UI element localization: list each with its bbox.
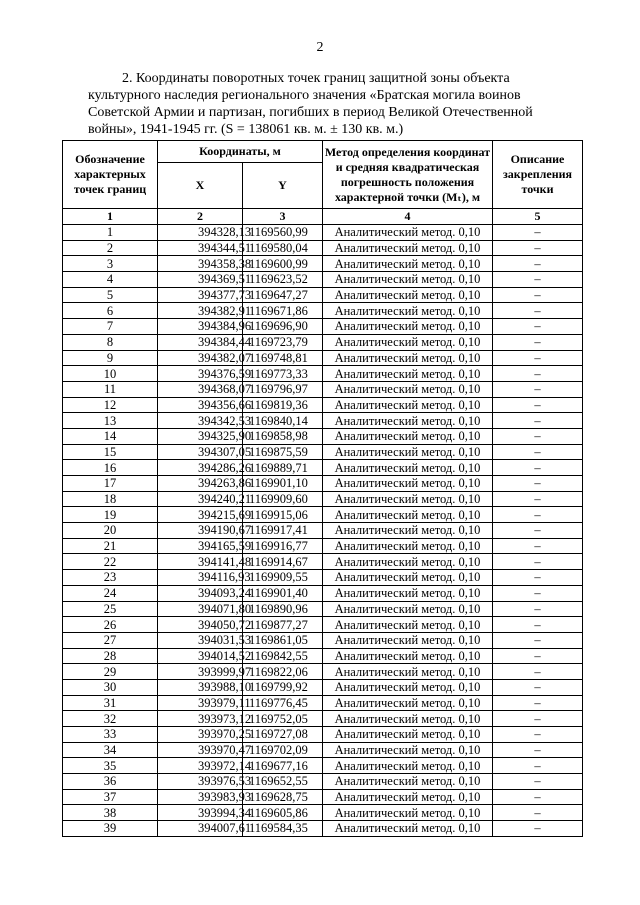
y-coordinate: 1169600,99	[243, 256, 323, 272]
x-coordinate: 394141,48	[158, 554, 243, 570]
method-cell: Аналитический метод. 0,10	[323, 601, 493, 617]
table-row	[63, 632, 583, 648]
point-number: 23	[63, 570, 158, 586]
table-row	[63, 648, 583, 664]
point-number: 8	[63, 334, 158, 350]
description-cell: –	[493, 554, 583, 570]
description-cell: –	[493, 319, 583, 335]
x-coordinate: 394190,67	[158, 523, 243, 539]
point-number: 30	[63, 679, 158, 695]
page-number: 2	[316, 40, 324, 55]
y-coordinate: 1169584,35	[243, 821, 323, 837]
method-cell: Аналитический метод. 0,10	[323, 727, 493, 743]
method-cell: Аналитический метод. 0,10	[323, 774, 493, 790]
x-coordinate: 393970,25	[158, 727, 243, 743]
method-cell: Аналитический метод. 0,10	[323, 428, 493, 444]
method-cell: Аналитический метод. 0,10	[323, 664, 493, 680]
x-coordinate: 394240,21	[158, 491, 243, 507]
y-coordinate: 1169628,75	[243, 789, 323, 805]
method-cell: Аналитический метод. 0,10	[323, 821, 493, 837]
y-coordinate: 1169773,33	[243, 366, 323, 382]
x-coordinate: 394007,61	[158, 821, 243, 837]
x-coordinate: 394377,73	[158, 287, 243, 303]
column-number: 4	[323, 209, 493, 225]
point-number: 38	[63, 805, 158, 821]
point-number: 33	[63, 727, 158, 743]
table-row	[63, 381, 583, 397]
description-cell: –	[493, 821, 583, 837]
table-row	[63, 758, 583, 774]
x-coordinate: 394368,07	[158, 381, 243, 397]
table-row	[63, 727, 583, 743]
description-cell: –	[493, 381, 583, 397]
description-cell: –	[493, 507, 583, 523]
y-coordinate: 1169889,71	[243, 460, 323, 476]
table-row	[63, 319, 583, 335]
method-cell: Аналитический метод. 0,10	[323, 523, 493, 539]
point-number: 5	[63, 287, 158, 303]
description-cell: –	[493, 742, 583, 758]
x-coordinate: 394286,26	[158, 460, 243, 476]
header-method: Метод определения координат и средняя квадратическая погрешность положения характерной точки (Mₜ), м	[323, 141, 493, 209]
description-cell: –	[493, 428, 583, 444]
table-row	[63, 256, 583, 272]
table-row	[63, 742, 583, 758]
table-row	[63, 805, 583, 821]
table-row	[63, 554, 583, 570]
description-cell: –	[493, 789, 583, 805]
point-number: 21	[63, 538, 158, 554]
table-row	[63, 585, 583, 601]
table-row	[63, 523, 583, 539]
x-coordinate: 394382,07	[158, 350, 243, 366]
y-coordinate: 1169840,14	[243, 413, 323, 429]
table-row	[63, 538, 583, 554]
x-coordinate: 394325,90	[158, 428, 243, 444]
intro-line: 2. Координаты поворотных точек границ защитной зоны объекта	[122, 71, 510, 86]
table-row	[63, 334, 583, 350]
table-row	[63, 397, 583, 413]
method-cell: Аналитический метод. 0,10	[323, 476, 493, 492]
y-coordinate: 1169842,55	[243, 648, 323, 664]
method-cell: Аналитический метод. 0,10	[323, 240, 493, 256]
method-cell: Аналитический метод. 0,10	[323, 334, 493, 350]
description-cell: –	[493, 491, 583, 507]
table-row	[63, 679, 583, 695]
description-cell: –	[493, 774, 583, 790]
x-coordinate: 393979,11	[158, 695, 243, 711]
header-x: X	[158, 163, 243, 209]
x-coordinate: 394384,96	[158, 319, 243, 335]
method-cell: Аналитический метод. 0,10	[323, 491, 493, 507]
description-cell: –	[493, 256, 583, 272]
x-coordinate: 393988,10	[158, 679, 243, 695]
x-coordinate: 394071,80	[158, 601, 243, 617]
point-number: 22	[63, 554, 158, 570]
method-cell: Аналитический метод. 0,10	[323, 366, 493, 382]
description-cell: –	[493, 570, 583, 586]
method-cell: Аналитический метод. 0,10	[323, 287, 493, 303]
table-body	[63, 225, 583, 837]
header-designation: Обозначение характерных точек границ	[63, 141, 158, 209]
table-row	[63, 789, 583, 805]
x-coordinate: 393973,12	[158, 711, 243, 727]
table-row	[63, 507, 583, 523]
point-number: 28	[63, 648, 158, 664]
description-cell: –	[493, 397, 583, 413]
description-cell: –	[493, 366, 583, 382]
description-cell: –	[493, 617, 583, 633]
point-number: 20	[63, 523, 158, 539]
point-number: 31	[63, 695, 158, 711]
method-cell: Аналитический метод. 0,10	[323, 742, 493, 758]
x-coordinate: 394014,52	[158, 648, 243, 664]
method-cell: Аналитический метод. 0,10	[323, 648, 493, 664]
y-coordinate: 1169605,86	[243, 805, 323, 821]
point-number: 4	[63, 272, 158, 288]
description-cell: –	[493, 287, 583, 303]
table-row	[63, 272, 583, 288]
x-coordinate: 394344,51	[158, 240, 243, 256]
method-cell: Аналитический метод. 0,10	[323, 381, 493, 397]
y-coordinate: 1169752,05	[243, 711, 323, 727]
description-cell: –	[493, 476, 583, 492]
x-coordinate: 394050,72	[158, 617, 243, 633]
y-coordinate: 1169723,79	[243, 334, 323, 350]
point-number: 25	[63, 601, 158, 617]
y-coordinate: 1169796,97	[243, 381, 323, 397]
table-row	[63, 821, 583, 837]
method-cell: Аналитический метод. 0,10	[323, 444, 493, 460]
description-cell: –	[493, 758, 583, 774]
x-coordinate: 393983,93	[158, 789, 243, 805]
y-coordinate: 1169890,96	[243, 601, 323, 617]
intro-line: войны», 1941-1945 гг. (S = 138061 кв. м. ± 130 кв. м.)	[88, 122, 404, 137]
description-cell: –	[493, 648, 583, 664]
table-row	[63, 664, 583, 680]
description-cell: –	[493, 413, 583, 429]
description-cell: –	[493, 632, 583, 648]
x-coordinate: 393994,34	[158, 805, 243, 821]
method-cell: Аналитический метод. 0,10	[323, 617, 493, 633]
intro-paragraph	[88, 70, 576, 138]
x-coordinate: 394165,59	[158, 538, 243, 554]
header-coordinates: Координаты, м	[158, 141, 323, 163]
x-coordinate: 394093,24	[158, 585, 243, 601]
y-coordinate: 1169623,52	[243, 272, 323, 288]
y-coordinate: 1169858,98	[243, 428, 323, 444]
y-coordinate: 1169776,45	[243, 695, 323, 711]
point-number: 1	[63, 225, 158, 241]
method-cell: Аналитический метод. 0,10	[323, 319, 493, 335]
method-cell: Аналитический метод. 0,10	[323, 225, 493, 241]
method-cell: Аналитический метод. 0,10	[323, 679, 493, 695]
coordinates-table	[62, 140, 583, 837]
x-coordinate: 394116,93	[158, 570, 243, 586]
table-row	[63, 413, 583, 429]
method-cell: Аналитический метод. 0,10	[323, 632, 493, 648]
x-coordinate: 394384,44	[158, 334, 243, 350]
y-coordinate: 1169916,77	[243, 538, 323, 554]
column-number: 2	[158, 209, 243, 225]
y-coordinate: 1169915,06	[243, 507, 323, 523]
x-coordinate: 394215,69	[158, 507, 243, 523]
y-coordinate: 1169748,81	[243, 350, 323, 366]
header-description: Описание закрепления точки	[493, 141, 583, 209]
point-number: 6	[63, 303, 158, 319]
method-cell: Аналитический метод. 0,10	[323, 303, 493, 319]
method-cell: Аналитический метод. 0,10	[323, 272, 493, 288]
x-coordinate: 394307,05	[158, 444, 243, 460]
point-number: 19	[63, 507, 158, 523]
x-coordinate: 394328,13	[158, 225, 243, 241]
point-number: 26	[63, 617, 158, 633]
table-row	[63, 444, 583, 460]
y-coordinate: 1169652,55	[243, 774, 323, 790]
y-coordinate: 1169822,06	[243, 664, 323, 680]
description-cell: –	[493, 601, 583, 617]
x-coordinate: 394376,59	[158, 366, 243, 382]
description-cell: –	[493, 538, 583, 554]
table-row	[63, 460, 583, 476]
table-row	[63, 617, 583, 633]
table-row	[63, 774, 583, 790]
table-row	[63, 240, 583, 256]
y-coordinate: 1169909,55	[243, 570, 323, 586]
point-number: 11	[63, 381, 158, 397]
description-cell: –	[493, 711, 583, 727]
x-coordinate: 393970,47	[158, 742, 243, 758]
method-cell: Аналитический метод. 0,10	[323, 538, 493, 554]
y-coordinate: 1169877,27	[243, 617, 323, 633]
description-cell: –	[493, 695, 583, 711]
description-cell: –	[493, 303, 583, 319]
description-cell: –	[493, 727, 583, 743]
point-number: 17	[63, 476, 158, 492]
point-number: 29	[63, 664, 158, 680]
description-cell: –	[493, 225, 583, 241]
y-coordinate: 1169702,09	[243, 742, 323, 758]
y-coordinate: 1169819,36	[243, 397, 323, 413]
method-cell: Аналитический метод. 0,10	[323, 350, 493, 366]
table-row	[63, 711, 583, 727]
column-number: 1	[63, 209, 158, 225]
description-cell: –	[493, 664, 583, 680]
table-row	[63, 366, 583, 382]
table-row	[63, 570, 583, 586]
x-coordinate: 394356,66	[158, 397, 243, 413]
table-row	[63, 303, 583, 319]
y-coordinate: 1169580,04	[243, 240, 323, 256]
method-cell: Аналитический метод. 0,10	[323, 460, 493, 476]
method-cell: Аналитический метод. 0,10	[323, 789, 493, 805]
point-number: 10	[63, 366, 158, 382]
point-number: 39	[63, 821, 158, 837]
method-cell: Аналитический метод. 0,10	[323, 570, 493, 586]
method-cell: Аналитический метод. 0,10	[323, 758, 493, 774]
description-cell: –	[493, 679, 583, 695]
description-cell: –	[493, 272, 583, 288]
description-cell: –	[493, 240, 583, 256]
table-row	[63, 428, 583, 444]
method-cell: Аналитический метод. 0,10	[323, 695, 493, 711]
x-coordinate: 394382,91	[158, 303, 243, 319]
point-number: 15	[63, 444, 158, 460]
description-cell: –	[493, 523, 583, 539]
header-y: Y	[243, 163, 323, 209]
point-number: 12	[63, 397, 158, 413]
method-cell: Аналитический метод. 0,10	[323, 585, 493, 601]
x-coordinate: 394263,86	[158, 476, 243, 492]
table-row	[63, 350, 583, 366]
description-cell: –	[493, 350, 583, 366]
point-number: 24	[63, 585, 158, 601]
table-row	[63, 476, 583, 492]
y-coordinate: 1169560,99	[243, 225, 323, 241]
y-coordinate: 1169696,90	[243, 319, 323, 335]
point-number: 2	[63, 240, 158, 256]
point-number: 34	[63, 742, 158, 758]
y-coordinate: 1169901,10	[243, 476, 323, 492]
y-coordinate: 1169914,67	[243, 554, 323, 570]
column-number: 3	[243, 209, 323, 225]
description-cell: –	[493, 460, 583, 476]
description-cell: –	[493, 805, 583, 821]
method-cell: Аналитический метод. 0,10	[323, 507, 493, 523]
intro-line: Советской Армии и партизан, погибших в период Великой Отечественной	[88, 105, 533, 120]
intro-line: культурного наследия регионального значения «Братская могила воинов	[88, 88, 521, 103]
method-cell: Аналитический метод. 0,10	[323, 554, 493, 570]
description-cell: –	[493, 334, 583, 350]
method-cell: Аналитический метод. 0,10	[323, 805, 493, 821]
point-number: 16	[63, 460, 158, 476]
point-number: 36	[63, 774, 158, 790]
table-row	[63, 287, 583, 303]
point-number: 18	[63, 491, 158, 507]
y-coordinate: 1169917,41	[243, 523, 323, 539]
point-number: 7	[63, 319, 158, 335]
y-coordinate: 1169677,16	[243, 758, 323, 774]
point-number: 37	[63, 789, 158, 805]
point-number: 35	[63, 758, 158, 774]
y-coordinate: 1169875,59	[243, 444, 323, 460]
x-coordinate: 394342,53	[158, 413, 243, 429]
point-number: 3	[63, 256, 158, 272]
table-row	[63, 225, 583, 241]
x-coordinate: 394358,38	[158, 256, 243, 272]
y-coordinate: 1169671,86	[243, 303, 323, 319]
method-cell: Аналитический метод. 0,10	[323, 397, 493, 413]
y-coordinate: 1169727,08	[243, 727, 323, 743]
point-number: 9	[63, 350, 158, 366]
point-number: 14	[63, 428, 158, 444]
point-number: 27	[63, 632, 158, 648]
table-row	[63, 491, 583, 507]
y-coordinate: 1169861,05	[243, 632, 323, 648]
description-cell: –	[493, 585, 583, 601]
point-number: 32	[63, 711, 158, 727]
y-coordinate: 1169909,60	[243, 491, 323, 507]
table-row	[63, 601, 583, 617]
y-coordinate: 1169799,92	[243, 679, 323, 695]
x-coordinate: 394369,51	[158, 272, 243, 288]
x-coordinate: 393976,53	[158, 774, 243, 790]
method-cell: Аналитический метод. 0,10	[323, 413, 493, 429]
point-number: 13	[63, 413, 158, 429]
method-cell: Аналитический метод. 0,10	[323, 256, 493, 272]
x-coordinate: 393999,97	[158, 664, 243, 680]
x-coordinate: 394031,53	[158, 632, 243, 648]
y-coordinate: 1169901,40	[243, 585, 323, 601]
y-coordinate: 1169647,27	[243, 287, 323, 303]
method-cell: Аналитический метод. 0,10	[323, 711, 493, 727]
column-number: 5	[493, 209, 583, 225]
x-coordinate: 393972,14	[158, 758, 243, 774]
table-row	[63, 695, 583, 711]
description-cell: –	[493, 444, 583, 460]
